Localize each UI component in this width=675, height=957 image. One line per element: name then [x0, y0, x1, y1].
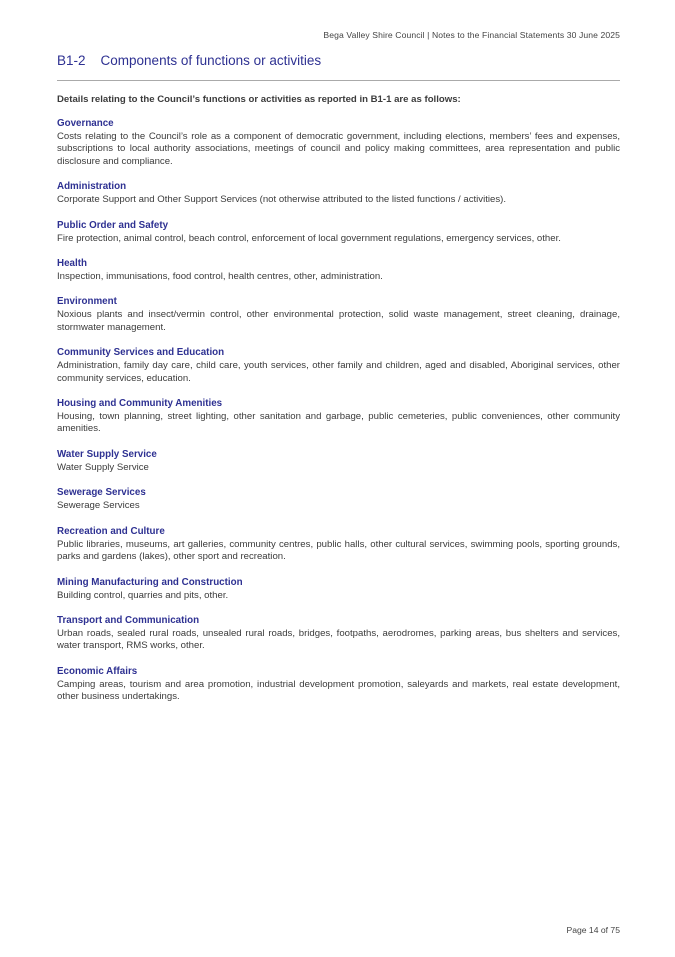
function-heading: Community Services and Education [57, 347, 225, 359]
function-heading: Health [57, 258, 87, 270]
running-header: Bega Valley Shire Council | Notes to the Financial Statements 30 June 2025 [323, 30, 620, 40]
function-section-health [57, 258, 620, 283]
function-section-public-order-and-safety [57, 220, 620, 245]
function-heading: Housing and Community Amenities [57, 398, 223, 410]
function-section-sewerage-services [57, 487, 620, 512]
function-description: Housing, town planning, street lighting, other sanitation and garbage, public cemeteries, public conveniences, other community amenities. [57, 411, 620, 435]
function-description: Sewerage Services [57, 500, 140, 512]
function-section-water-supply-service [57, 449, 620, 474]
function-section-housing-and-community-amenities [57, 398, 620, 436]
section-title: Components of functions or activities [100, 53, 322, 68]
function-description: Inspection, immunisations, food control, health centres, other, administration. [57, 271, 383, 283]
function-heading: Mining Manufacturing and Construction [57, 576, 243, 588]
function-section-recreation-and-culture [57, 526, 620, 564]
page-title [57, 53, 620, 68]
function-section-mining-manufacturing-and-construction [57, 577, 620, 602]
function-section-community-services-and-education [57, 347, 620, 385]
function-description: Corporate Support and Other Support Services (not otherwise attributed to the listed functions / activities). [57, 194, 507, 206]
function-description: Fire protection, animal control, beach control, enforcement of local government regulations, emergency services, other. [57, 232, 561, 244]
function-description: Public libraries, museums, art galleries, community centres, public halls, other cultural services, swimming pools, sporting grounds, parks and gardens (lakes), other sport and recreation. [57, 538, 620, 563]
function-heading: Economic Affairs [57, 665, 138, 677]
function-section-environment [57, 296, 620, 334]
function-heading: Water Supply Service [57, 448, 157, 460]
function-description: Costs relating to the Council’s role as a component of democratic government, including elections, members’ fees and expenses, subscriptions to local authority associations, meetings of council and policy making committees, area representation and public disclosure and compliance. [57, 131, 620, 167]
function-section-administration [57, 181, 620, 206]
function-heading: Administration [57, 181, 127, 193]
function-description: Building control, quarries and pits, other. [57, 589, 229, 601]
function-description: Water Supply Service [57, 461, 149, 473]
function-heading: Public Order and Safety [57, 219, 169, 231]
function-section-transport-and-communication [57, 615, 620, 653]
section-number: B1-2 [57, 53, 86, 68]
intro-paragraph: Details relating to the Council’s functions or activities as reported in B1-1 are as follows: [57, 94, 461, 105]
function-heading: Sewerage Services [57, 487, 146, 499]
function-heading: Recreation and Culture [57, 525, 165, 537]
function-section-economic-affairs [57, 666, 620, 704]
function-heading: Governance [57, 118, 114, 129]
page-number: Page 14 of 75 [566, 925, 620, 935]
function-section-governance [57, 118, 620, 168]
function-heading: Environment [57, 296, 117, 308]
function-description: Urban roads, sealed rural roads, unsealed rural roads, bridges, footpaths, aerodromes, parking areas, bus shelters and services, water transport, RMS works, other. [57, 627, 620, 652]
title-divider [57, 80, 620, 81]
function-description: Camping areas, tourism and area promotion, industrial development promotion, saleyards and markets, real estate development, other business undertakings. [57, 678, 620, 703]
function-heading: Transport and Communication [57, 614, 200, 626]
function-description: Noxious plants and insect/vermin control, other environmental protection, solid waste management, street cleaning, drainage, stormwater management. [57, 309, 620, 333]
function-description: Administration, family day care, child care, youth services, other family and children, aged and disabled, Aboriginal services, other community services, education. [57, 360, 620, 384]
